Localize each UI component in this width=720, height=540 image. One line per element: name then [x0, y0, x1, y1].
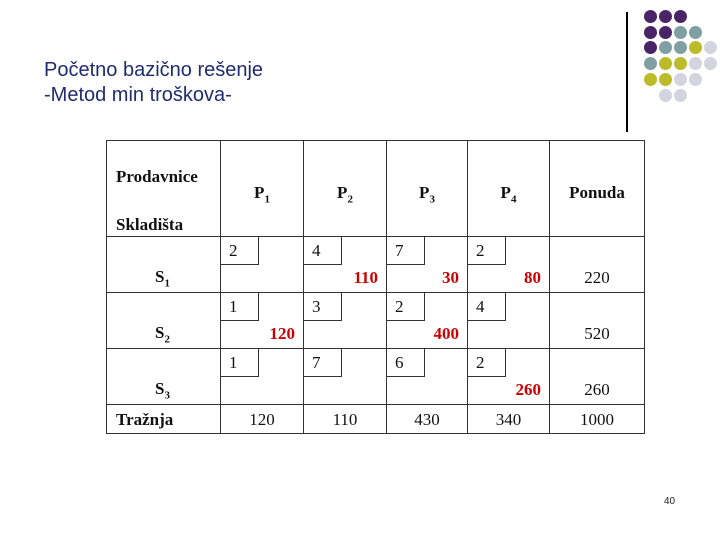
cell-s3-p4	[468, 349, 550, 405]
table-row-s1	[107, 237, 645, 293]
table-row-s2	[107, 293, 645, 349]
cost-value: 7	[387, 237, 425, 265]
dot-purple	[644, 41, 657, 54]
dot-olive	[689, 41, 702, 54]
column-header-subscript: 3	[429, 193, 435, 206]
cost-value: 6	[387, 349, 425, 377]
dot-light	[704, 57, 717, 70]
demand-value: 430	[414, 410, 440, 429]
column-header-p4	[468, 141, 550, 237]
cell-s2-p4	[468, 293, 550, 349]
dot-light	[674, 89, 687, 102]
slide-title	[44, 58, 263, 108]
dot-teal	[689, 26, 702, 39]
dot-purple	[674, 10, 687, 23]
supply-value: 260	[584, 380, 610, 399]
supply-header-label: Ponuda	[569, 183, 625, 202]
allocation-value: 400	[433, 324, 459, 343]
demand-value: 340	[495, 410, 522, 429]
supply-s3	[550, 349, 645, 405]
row-header-letter: S	[155, 267, 165, 286]
allocation-value: 80	[524, 268, 541, 287]
title-line-2: -Metod min troškova-	[44, 84, 232, 106]
dot-olive	[659, 57, 672, 70]
header-stores-label: Prodavnice	[116, 167, 198, 186]
row-header-letter: S	[155, 379, 165, 398]
supply-s1	[550, 237, 645, 293]
total-value: 1000	[580, 410, 614, 429]
dot-purple	[644, 10, 657, 23]
allocation-value: 260	[515, 380, 541, 399]
dot-teal	[674, 41, 687, 54]
dot-olive	[674, 57, 687, 70]
column-header-supply	[550, 141, 645, 237]
column-header-p2	[304, 141, 387, 237]
cost-value: 3	[304, 293, 342, 321]
row-header-subscript: 2	[164, 333, 170, 346]
row-header-letter: S	[155, 323, 165, 342]
dot-light	[659, 89, 672, 102]
cost-value: 4	[468, 293, 506, 321]
row-header-subscript: 3	[164, 389, 170, 402]
column-header-letter: P	[254, 183, 265, 202]
title-line-1: Početno bazično rešenje	[44, 59, 264, 81]
demand-value: 120	[249, 410, 275, 429]
page-number: 40	[664, 496, 676, 507]
decorative-divider	[626, 12, 628, 132]
demand-label-cell	[107, 405, 221, 434]
dot-olive	[659, 73, 672, 86]
transportation-table	[106, 140, 645, 434]
allocation-value: 110	[353, 268, 378, 287]
cost-value: 1	[221, 349, 259, 377]
column-header-letter: P	[419, 183, 430, 202]
column-header-subscript: 2	[347, 193, 353, 206]
cost-value: 2	[468, 237, 506, 265]
cell-s1-p1	[221, 237, 304, 293]
supply-s2	[550, 293, 645, 349]
column-header-p1	[221, 141, 304, 237]
cost-value: 7	[304, 349, 342, 377]
cost-value: 2	[221, 237, 259, 265]
cell-s2-p3	[387, 293, 468, 349]
demand-p4	[468, 405, 550, 434]
table-row-s3	[107, 349, 645, 405]
cost-value: 2	[387, 293, 425, 321]
decorative-dot-grid	[638, 10, 718, 120]
column-header-subscript: 1	[264, 193, 270, 206]
row-header-s1	[107, 237, 221, 293]
row-header-s3	[107, 349, 221, 405]
cost-value: 4	[304, 237, 342, 265]
demand-value: 110	[332, 410, 358, 429]
row-header-s2	[107, 293, 221, 349]
column-header-letter: P	[500, 183, 511, 202]
dot-purple	[659, 26, 672, 39]
cell-s1-p2	[304, 237, 387, 293]
column-header-letter: P	[337, 183, 348, 202]
supply-value: 220	[584, 268, 610, 287]
column-header-p3	[387, 141, 468, 237]
demand-p2	[304, 405, 387, 434]
cell-s1-p3	[387, 237, 468, 293]
cell-s3-p3	[387, 349, 468, 405]
supply-value: 520	[584, 324, 610, 343]
header-row	[107, 141, 645, 237]
cell-s2-p1	[221, 293, 304, 349]
demand-label: Tražnja	[116, 410, 174, 429]
row-header-subscript: 1	[164, 277, 170, 290]
header-corner-cell	[107, 141, 221, 237]
column-header-subscript: 4	[510, 193, 517, 206]
dot-purple	[659, 10, 672, 23]
dot-teal	[644, 57, 657, 70]
cost-value: 1	[221, 293, 259, 321]
header-warehouses-label: Skladišta	[116, 215, 184, 234]
dot-purple	[644, 26, 657, 39]
allocation-value: 120	[269, 324, 295, 343]
cell-s3-p2	[304, 349, 387, 405]
total-cell	[550, 405, 645, 434]
cell-s3-p1	[221, 349, 304, 405]
cell-s2-p2	[304, 293, 387, 349]
cell-s1-p4	[468, 237, 550, 293]
demand-p3	[387, 405, 468, 434]
allocation-value: 30	[442, 268, 459, 287]
dot-light	[689, 57, 702, 70]
dot-teal	[674, 26, 687, 39]
dot-light	[704, 41, 717, 54]
cost-value: 2	[468, 349, 506, 377]
dot-teal	[659, 41, 672, 54]
dot-light	[689, 73, 702, 86]
demand-row	[107, 405, 645, 434]
dot-light	[674, 73, 687, 86]
demand-p1	[221, 405, 304, 434]
dot-olive	[644, 73, 657, 86]
